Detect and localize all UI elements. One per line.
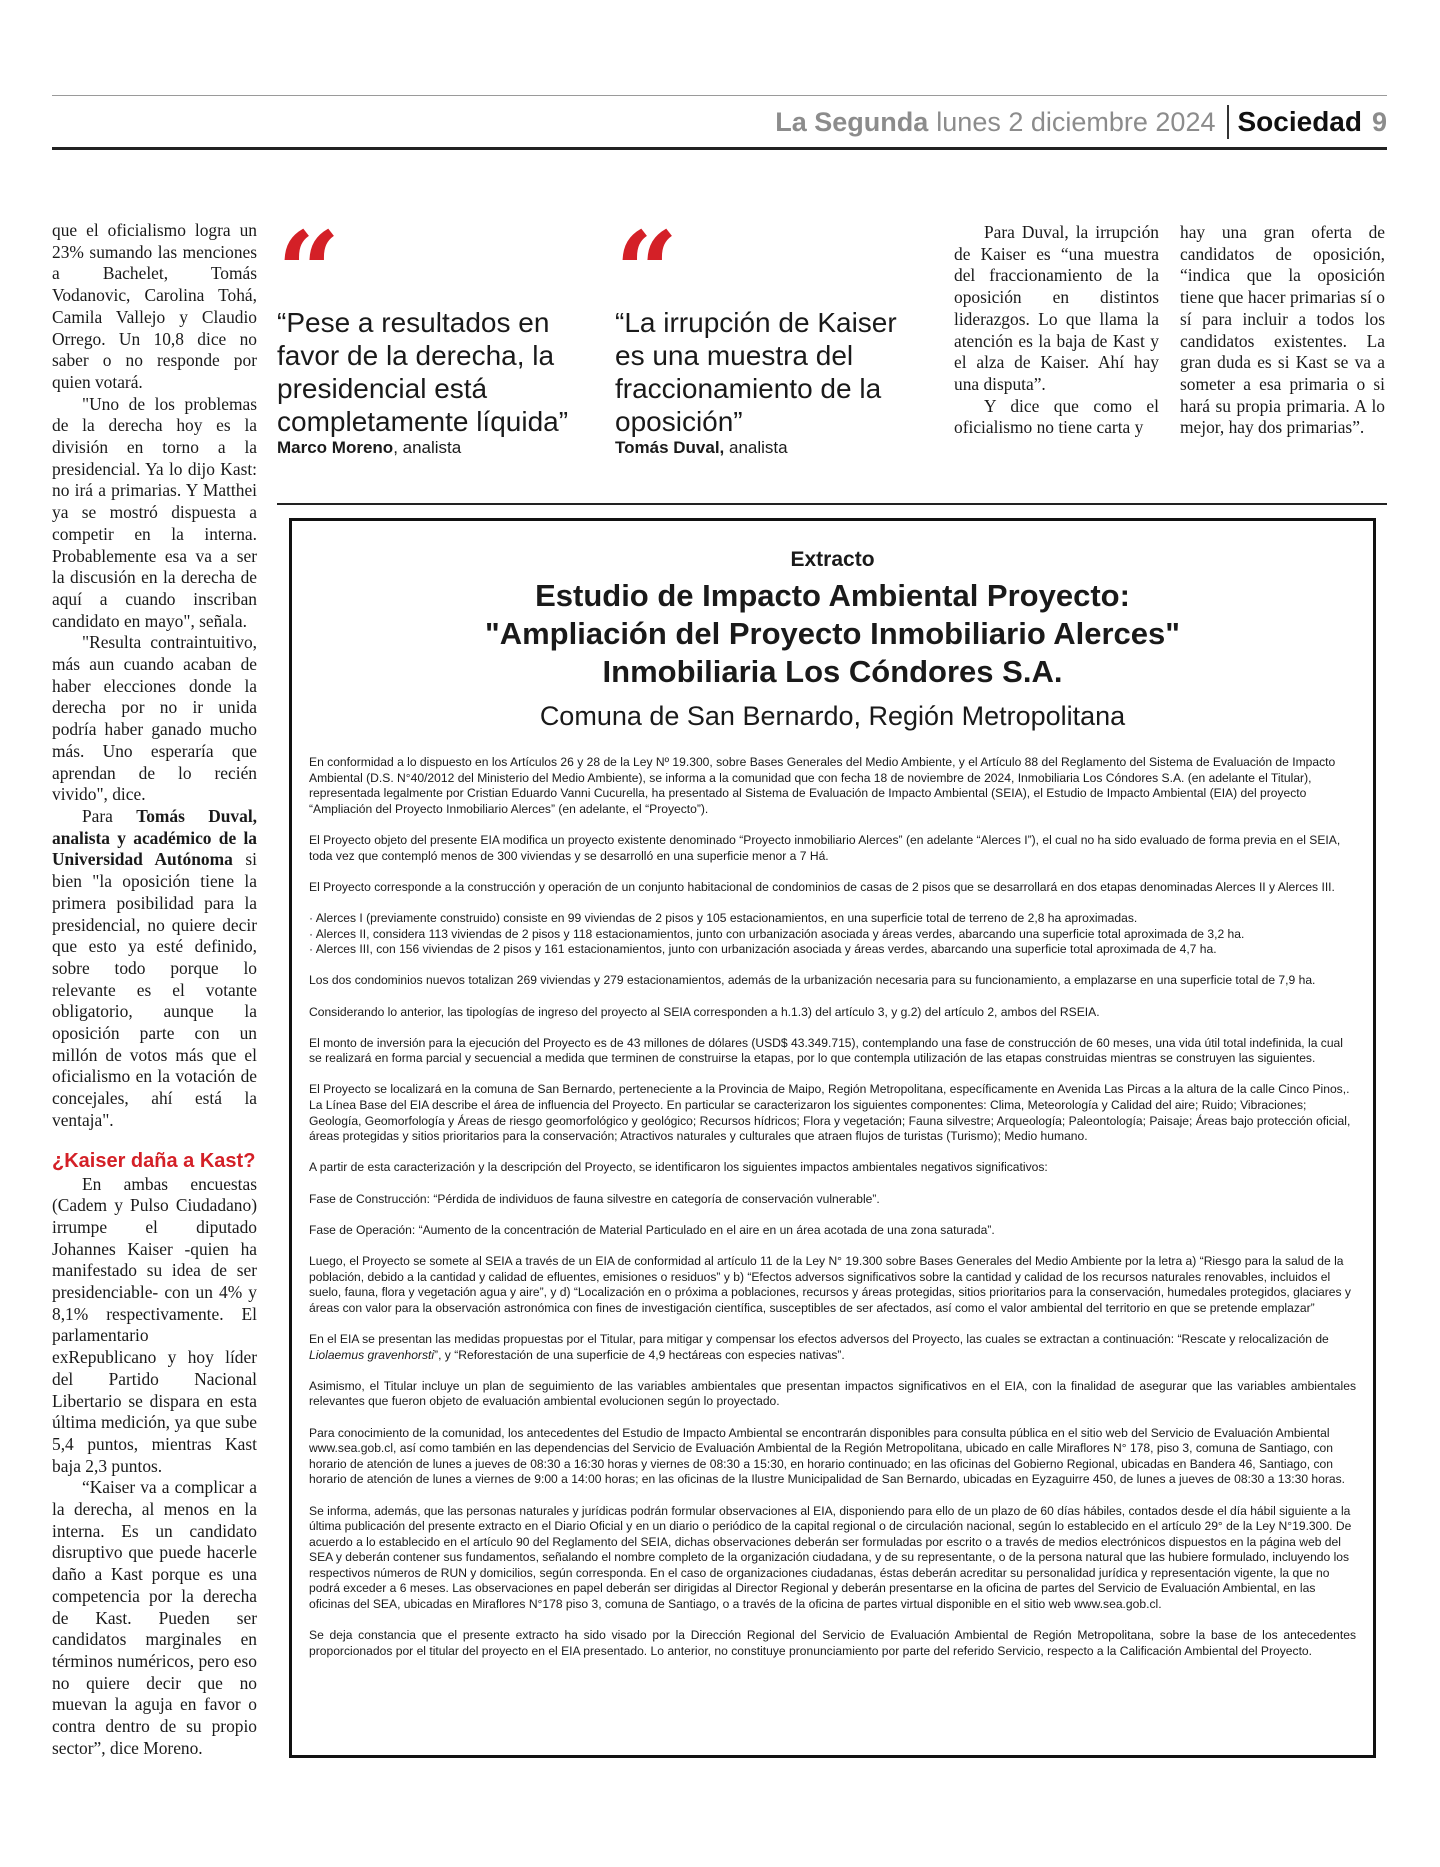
- article-paragraph: En ambas encuestas (Cadem y Pulso Ciudadano) irrumpe el diputado Johannes Kaiser -quien ha manifestado su idea de ser presidenciable- con un 4% y 8,1% respectivamente. El parlamentario exRepublicano y hoy líder del Partido Nacional Libertario se dispara en esta última medición, ya que sube 5,4 puntos, mientras Kast baja 2,3 puntos.: [52, 1173, 257, 1476]
- notice-paragraph: El Proyecto corresponde a la construcción y operación de un conjunto habitacional de condominios de casas de 2 pisos que se desarrollará en dos etapas denominadas Alerces II y Alerces III.: [309, 879, 1335, 894]
- pull-quote-duval: [615, 207, 930, 458]
- paragraph-text: ”, y “Reforestación de una superficie de 4,9 hectáreas con especies nativas”.: [434, 1347, 845, 1362]
- masthead-divider: [1227, 105, 1229, 139]
- quote-role: , analista: [393, 438, 462, 457]
- article-paragraph: “Kaiser va a complicar a la derecha, al menos en la interna. Es un candidato disruptivo que puede hacerle daño a Kast porque es una competencia por la derecha de Kast. Pueden ser candidatos marginales en términos numéricos, pero eso no quiere decir que no muevan la aguja en favor o contra dentro de su propio sector”, dice Moreno.: [52, 1477, 257, 1758]
- section-name: Sociedad: [1237, 106, 1362, 137]
- article-column-right-2: [1180, 222, 1385, 439]
- notice-paragraph: El Proyecto objeto del presente EIA modifica un proyecto existente denominado “Proyecto inmobiliario Alerces” (en adelante “Alerces I”), el cual no ha sido evaluado de forma previa en el SEIA, toda vez que contempló menos de 300 viviendas y se desarrolló en una superficie menor a 7 Há.: [309, 832, 1341, 863]
- notice-title-line: "Ampliación del Proyecto Inmobiliario Alerces": [485, 616, 1180, 651]
- notice-paragraph: [309, 1332, 1356, 1363]
- article-paragraph: Y dice que como el oficialismo no tiene carta y: [954, 395, 1159, 438]
- notice-title: [306, 577, 1359, 691]
- page-number: 9: [1371, 106, 1387, 137]
- quote-role: analista: [724, 438, 788, 457]
- notice-bullet: · Alerces III, con 156 viviendas de 2 pisos y 161 estacionamientos, junto con urbanización asociada y áreas verdes, abarcando una superficie total aproximada de 4,7 ha.: [309, 942, 1217, 957]
- newspaper-name: La Segunda: [775, 106, 929, 137]
- article-subheading: ¿Kaiser daña a Kast?: [52, 1149, 256, 1172]
- paragraph-text: Para: [82, 805, 137, 826]
- pull-quote-attribution: [277, 438, 597, 458]
- notice-body: [306, 755, 1359, 1659]
- notice-paragraph: Se deja constancia que el presente extracto ha sido visado por la Dirección Regional del Servicio de Evaluación Ambiental de Región Metropolitana, sobre la base de los antecedentes proporcionados por el titular del proyecto en el EIA presentado. Lo anterior, no constituye pronunciamiento por parte del referido Servicio, respecto a la Calificación Ambiental del Proyecto.: [309, 1628, 1356, 1658]
- masthead: [52, 100, 1387, 150]
- article-paragraph: [52, 806, 257, 1132]
- masthead-info: [775, 102, 1387, 142]
- quote-author: Tomás Duval,: [615, 438, 725, 457]
- pull-quote-text: “La irrupción de Kaiser es una muestra del fraccionamiento de la oposición”: [615, 307, 897, 437]
- notice-paragraph: Para conocimiento de la comunidad, los antecedentes del Estudio de Impacto Ambiental se encontrarán disponibles para consulta pública en el sitio web del Servicio de Evaluación Ambiental www.sea.gob.cl, así como también en las dependencias del Servicio de Evaluación Ambiental de la Región Metropolitana, ubicado en calle Miraflores N° 178, piso 3, comuna de Santiago, con horario de atención de lunes a jueves de 08:30 a 16:30 horas y viernes de 08:30 a 15:30, en horario continuado; en las oficinas del Gobierno Regional, ubicadas en Bandera 46, Santiago, con horario de atención de lunes a viernes de 9:00 a 14:00 horas; en las oficinas de la Ilustre Municipalidad de San Bernardo, ubicadas en Eyzaguirre 450, de lunes a jueves de 08:30 a 13:30 horas.: [309, 1425, 1346, 1487]
- quote-author: Marco Moreno: [277, 438, 394, 457]
- pull-quote-moreno: [277, 207, 597, 458]
- legal-notice-box: [289, 518, 1376, 1758]
- article-column-left: [52, 220, 257, 1760]
- pull-quote-text: “Pese a resultados en favor de la derecha, la presidencial está completamente líquida”: [277, 307, 569, 437]
- notice-title-line: Estudio de Impacto Ambiental Proyecto:: [535, 578, 1130, 613]
- quote-mark-icon: “: [277, 207, 333, 336]
- pull-quote-attribution: [615, 438, 930, 458]
- article-paragraph: que el oficialismo logra un 23% sumando las menciones a Bachelet, Tomás Vodanovic, Carolina Tohá, Camila Vallejo y Claudio Orrego. Un 10,8 dice no saber o no responde por quien votará.: [52, 220, 257, 392]
- notice-paragraph: Los dos condominios nuevos totalizan 269 viviendas y 279 estacionamientos, además de la urbanización necesaria para su funcionamiento, a emplazarse en una superficie total de 7,9 ha.: [309, 973, 1316, 988]
- notice-kicker: Extracto: [790, 548, 875, 571]
- notice-paragraph: El monto de inversión para la ejecución del Proyecto es de 43 millones de dólares (USD$ 43.349.715), contemplando una fase de construcción de 60 meses, una vida útil total indefinida, la cual se realizará en forma parcial y secuencial a medida que terminen de construirse la etapas, por lo que contempla utilización de las etapas construidas mientras se construyen las siguientes.: [309, 1035, 1343, 1066]
- notice-paragraph: Fase de Operación: “Aumento de la concentración de Material Particulado en el aire en un área acotada de una zona saturada”.: [309, 1222, 995, 1237]
- notice-paragraph: Fase de Construcción: “Pérdida de individuos de fauna silvestre en categoría de conservación vulnerable”.: [309, 1191, 880, 1206]
- notice-paragraph: Luego, el Proyecto se somete al SEIA a través de un EIA de conformidad al artículo 11 de la Ley N° 19.300 sobre Bases Generales del Medio Ambiente por la letra a) “Riesgo para la salud de la población, debido a la cantidad y calidad de efluentes, emisiones o residuos” y b) “Efectos adversos significativos sobre la cantidad y calidad de los recursos naturales renovables, incluidos el suelo, fauna, flora y vegetación agua y aire”, y d) “Localización en o próxima a poblaciones, recursos y áreas protegidas, sitios prioritarios para la conservación, humedales protegidos, glaciares y áreas con valor para la observación astronómica con fines de investigación científica, susceptibles de ser afectados, así como el valor ambiental del territorio en que se pretende emplazar”: [309, 1254, 1351, 1315]
- notice-subtitle: Comuna de San Bernardo, Región Metropolitana: [539, 701, 1126, 731]
- notice-paragraph: Asimismo, el Titular incluye un plan de seguimiento de las variables ambientales que presentan impactos significativos en el EIA, con la finalidad de asegurar que las variables ambientales relevantes que fueron objeto de evaluación ambiental evolucionen según lo proyectado.: [309, 1378, 1356, 1409]
- header-top-rule: [52, 95, 1387, 96]
- species-name: Liolaemus gravenhorsti: [309, 1347, 435, 1362]
- notice-title-line: Inmobiliaria Los Cóndores S.A.: [602, 654, 1063, 689]
- quote-mark-icon: “: [615, 207, 671, 336]
- notice-bullet: · Alerces I (previamente construido) consiste en 99 viviendas de 2 pisos y 105 estacionamientos, en una superficie total de terreno de 2,8 ha aproximadas.: [309, 910, 1138, 925]
- notice-paragraph: El Proyecto se localizará en la comuna de San Bernardo, perteneciente a la Provincia de Maipo, Región Metropolitana, específicamente en Avenida Las Pircas a la altura de la calle Cinco Pinos,. La Línea Base del EIA describe el área de influencia del Proyecto. En particular se caracterizaron los siguientes componentes: Clima, Meteorología y Calidad del aire; Ruido; Vibraciones; Geología, Geomorfología y Áreas de riesgo geomorfológico y geológico; Recursos hídricos; Flora y vegetación; Fauna silvestre; Arqueología; Paleontología; Paisaje; Áreas bajo protección oficial, áreas protegidas y sitios prioritarios para la conservación; Atractivos naturales y culturales que atraen flujos de turistas (Turismo); Medio humano.: [309, 1082, 1351, 1144]
- article-column-right-1: [954, 222, 1159, 439]
- article-paragraph: "Uno de los problemas de la derecha hoy es la división en torno a la presidencial. Ya lo dijo Kast: no irá a primarias. Y Matthei ya se mostró dispuesta a competir en la interna. Probablemente esa va a ser la discusión en la derecha de aquí a cuando inscriban candidato en mayo", señala.: [52, 393, 257, 631]
- article-paragraph: Para Duval, la irrupción de Kaiser es “una muestra del fraccionamiento de la oposición en distintos liderazgos. Lo que llama la atención es la baja de Kast y el alza de Kaiser. Ahí hay una disputa”.: [954, 222, 1159, 394]
- issue-date: lunes 2 diciembre 2024: [936, 106, 1216, 137]
- paragraph-text: si bien "la oposición tiene la primera posibilidad para la presidencial, no quiere decir que esto ya esté definido, sobre todo porque lo relevante es el votante obligatorio, aunque la oposición parte con un millón de votos más que el oficialismo en la votación de concejales, ahí está la ventaja".: [52, 849, 257, 1130]
- paragraph-text: En el EIA se presentan las medidas propuestas por el Titular, para mitigar y compensar los efectos adversos del Proyecto, las cuales se extractan a continuación: “Rescate y relocalización de: [309, 1331, 1329, 1346]
- notice-bullet: · Alerces II, considera 113 viviendas de 2 pisos y 118 estacionamientos, junto con urbanización asociada y áreas verdes, abarcando una superficie total aproximada de 3,2 ha.: [309, 926, 1245, 941]
- notice-paragraph: A partir de esta caracterización y la descripción del Proyecto, se identificaron los siguientes impactos ambientales negativos significativos:: [309, 1160, 1048, 1175]
- source-name: Tomás Duval, analista y académico de la Universidad Autónoma: [52, 805, 258, 870]
- article-paragraph: hay una gran oferta de candidatos de oposición, “indica que la oposición tiene que hacer primarias sí o sí para incluir a todos los candidatos existentes. La gran duda es si Kast se va a someter a esa primaria o si hará su propia primaria. A lo mejor, hay dos primarias”.: [1180, 222, 1385, 438]
- notice-paragraph: En conformidad a lo dispuesto en los Artículos 26 y 28 de la Ley Nº 19.300, sobre Bases Generales del Medio Ambiente, y el Artículo 88 del Reglamento del Sistema de Evaluación de Impacto Ambiental (D.S. N°40/2012 del Ministerio del Medio Ambiente), se informa a la comunidad que con fecha 18 de noviembre de 2024, Inmobiliaria Los Cóndores S.A. (en adelante el Titular), representada legalmente por Cristian Eduardo Vanni Cucurella, ha presentado al Sistema de Evaluación de Impacto Ambiental (SEIA), el Estudio de Impacto Ambiental (EIA) del proyecto “Ampliación del Proyecto Inmobiliario Alerces” (en adelante, el “Proyecto”).: [309, 755, 1336, 816]
- article-paragraph: "Resulta contraintuitivo, más aun cuando acaban de haber elecciones donde la derecha por no ir unida podría haber ganado mucho más. Uno esperaría que aprendan de lo recién vivido", dice.: [52, 632, 257, 805]
- notice-paragraph: Considerando lo anterior, las tipologías de ingreso del proyecto al SEIA corresponden a h.1.3) del artículo 3, y g.2) del artículo 2, ambos del RSEIA.: [309, 1004, 1100, 1019]
- notice-paragraph: Se informa, además, que las personas naturales y jurídicas podrán formular observaciones al EIA, disponiendo para ello de un plazo de 60 días hábiles, contados desde el día hábil siguiente a la última publicación del presente extracto en el Diario Oficial y en un diario o periódico de la capital regional o de circulación nacional, según lo establecido en el artículo 29° de la Ley N°19.300. De acuerdo a lo establecido en el artículo 90 del Reglamento del SEIA, dichas observaciones deberán ser formuladas por escrito o a través de medios electrónicos dispuestos en la página web del SEA y deberán contener sus fundamentos, señalando el nombre completo de la organización ciudadana, y de su representante, o de la persona natural que las hubiere formulado, incluyendo los respectivos números de RUN y domicilios, según corresponda. En el caso de organizaciones ciudadanas, éstas deberán acreditar su personalidad jurídica y representación vigente, la que no podrá exceder a 6 meses. Las observaciones en papel deberán ser dirigidas al Director Regional y deberán presentarse en la oficina de partes del Servicio de Evaluación Ambiental, en las oficinas del SEA, ubicadas en Miraflores N°178 piso 3, comuna de Santiago, o a través de la oficina de partes virtual disponible en el sitio web www.sea.gob.cl.: [309, 1503, 1352, 1612]
